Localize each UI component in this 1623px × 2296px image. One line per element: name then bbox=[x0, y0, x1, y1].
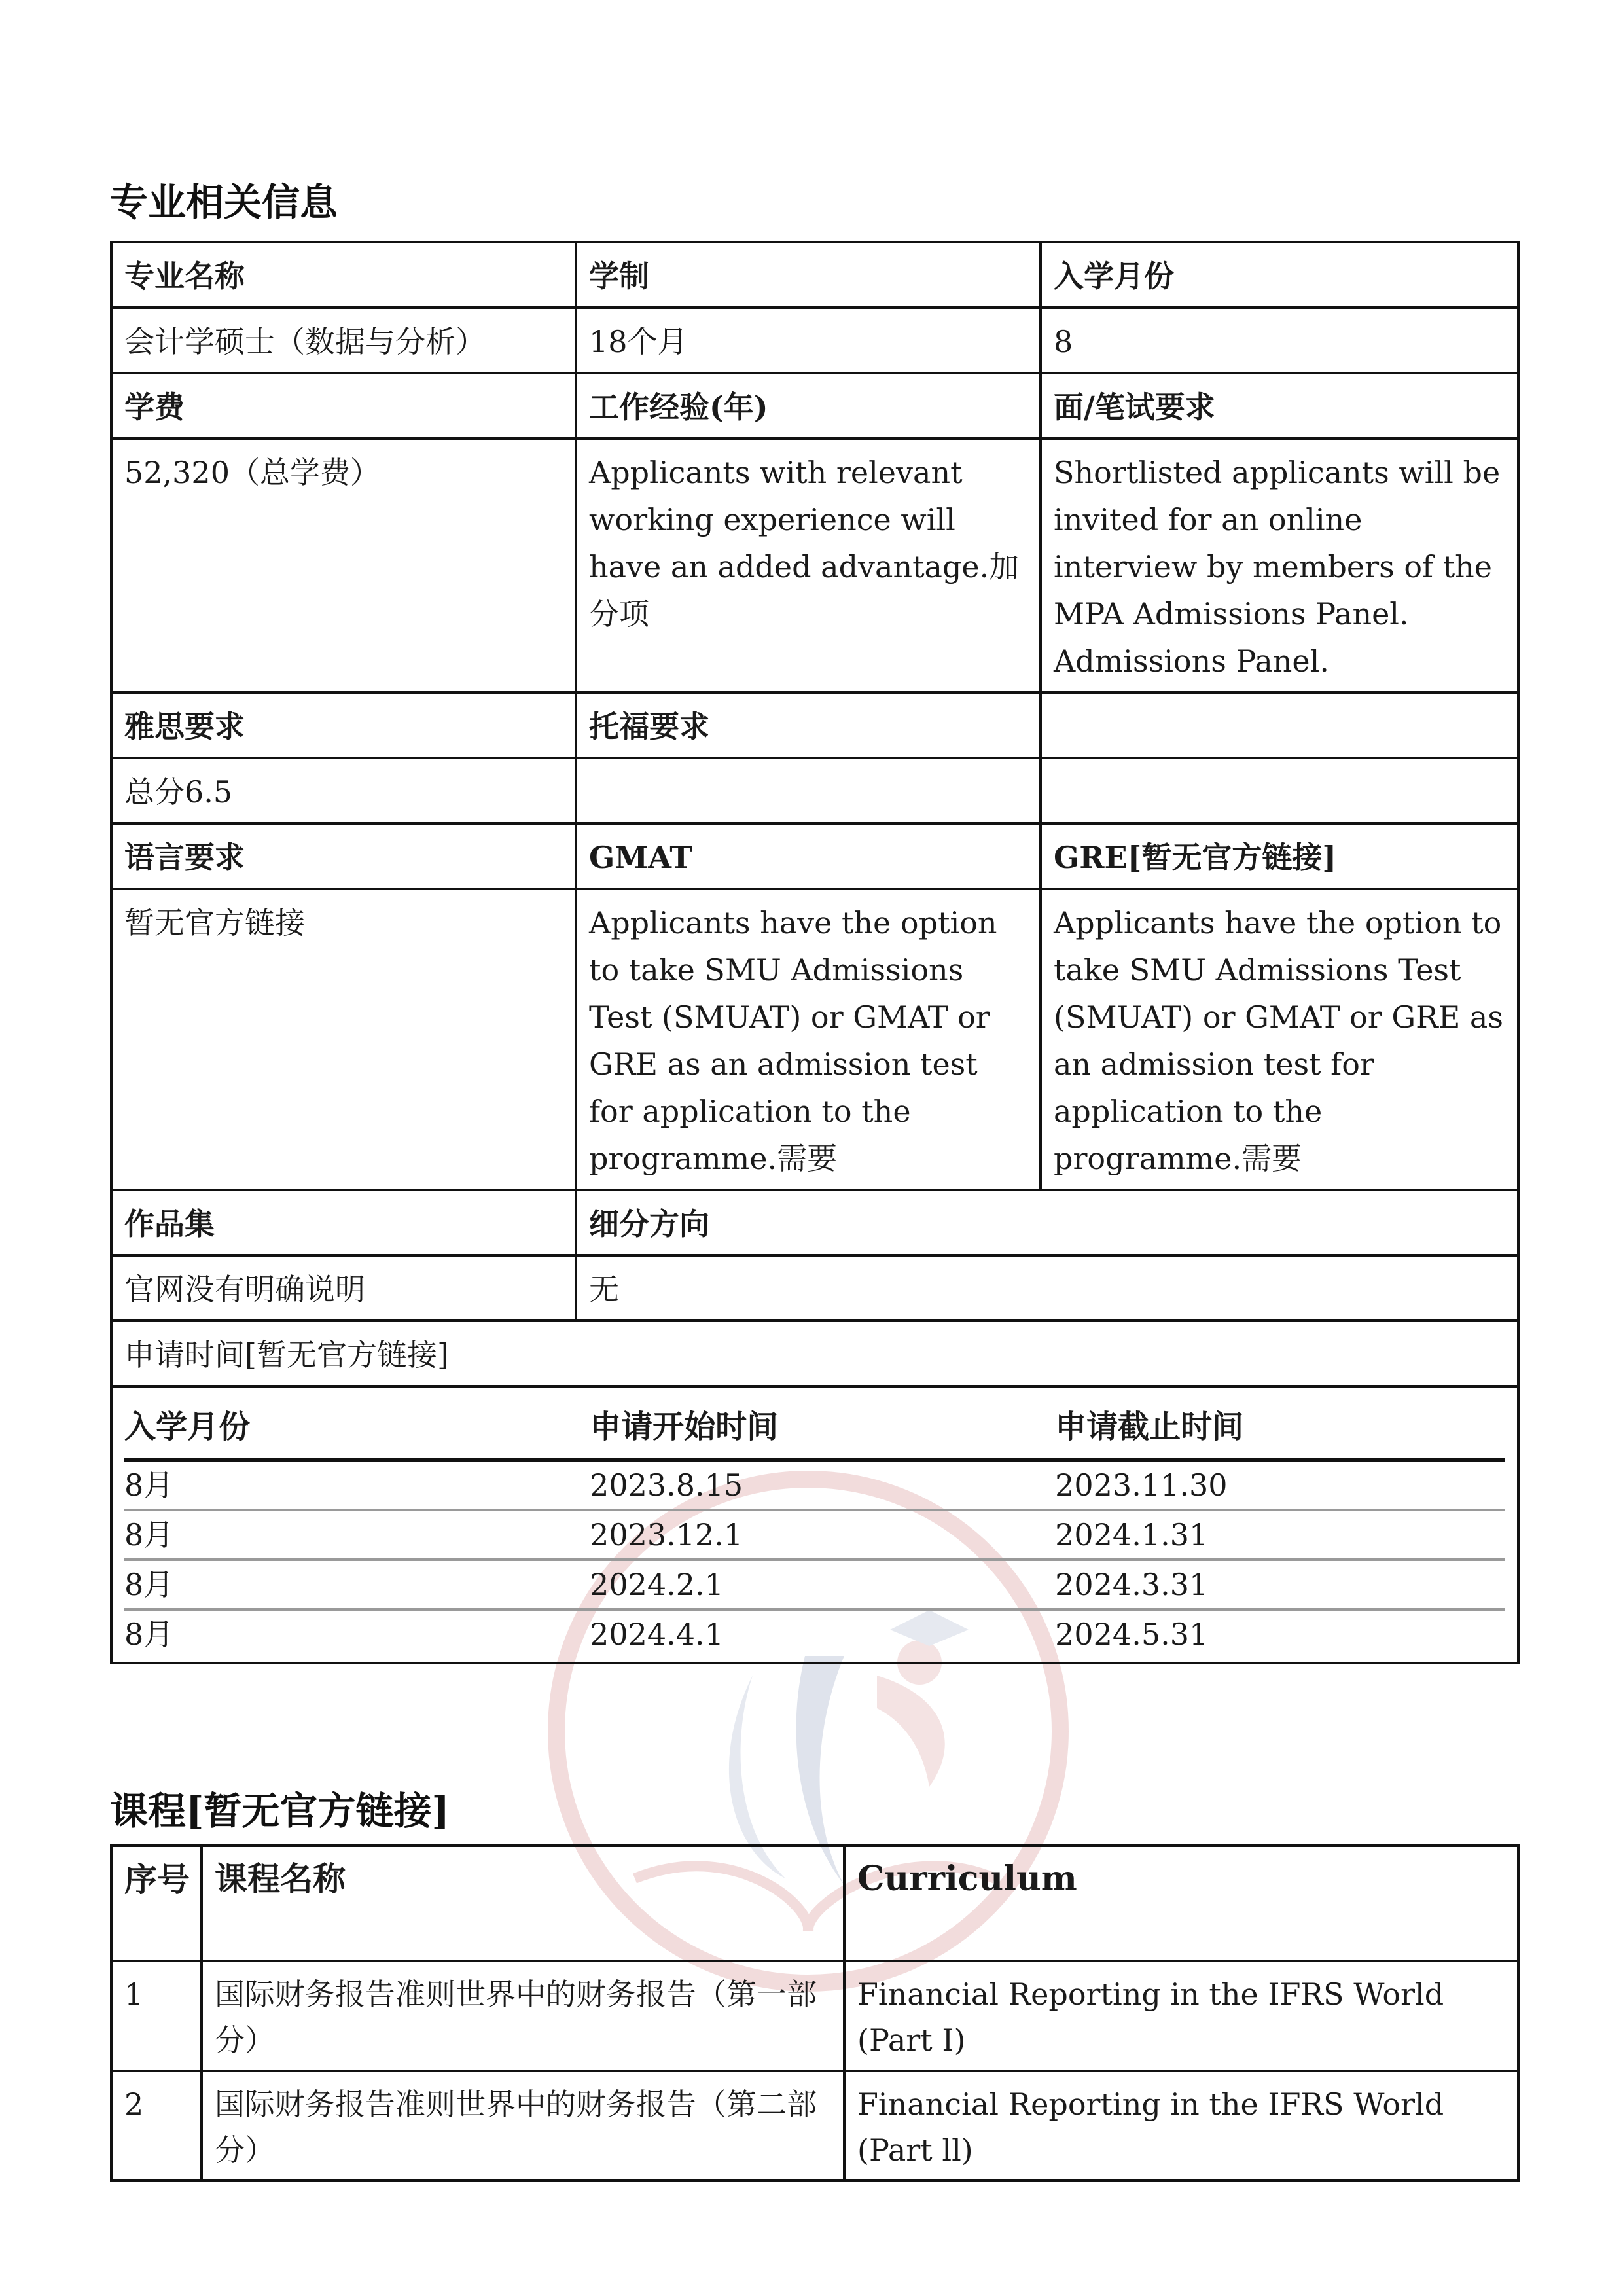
empty-cell bbox=[1041, 758, 1518, 823]
value-ielts: 总分6.5 bbox=[111, 758, 576, 823]
label-gmat: GMAT bbox=[576, 823, 1041, 889]
schedule-start: 2023.8.15 bbox=[590, 1460, 1055, 1511]
schedule-start: 2023.12.1 bbox=[590, 1510, 1055, 1560]
schedule-row bbox=[124, 1460, 1505, 1511]
schedule-deadline: 2024.5.31 bbox=[1055, 1617, 1209, 1652]
schedule-header-row bbox=[124, 1395, 1505, 1460]
value-track: 无 bbox=[576, 1255, 1518, 1321]
schedule-intake: 8月 bbox=[124, 1460, 590, 1511]
course-header-curriculum: Curriculum bbox=[844, 1846, 1518, 1961]
schedule-deadline: 2023.11.30 bbox=[1055, 1460, 1505, 1511]
label-work-experience: 工作经验(年) bbox=[576, 373, 1041, 439]
course-header-name: 课程名称 bbox=[202, 1846, 844, 1961]
schedule-header-deadline: 申请截止时间 bbox=[1055, 1395, 1505, 1460]
schedule-header-start: 申请开始时间 bbox=[590, 1395, 1055, 1460]
label-ielts: 雅思要求 bbox=[111, 692, 576, 758]
course-row bbox=[111, 1961, 1518, 2071]
course-row bbox=[111, 2071, 1518, 2181]
section-title-program-info: 专业相关信息 bbox=[110, 180, 338, 224]
value-intake: 8 bbox=[1041, 308, 1518, 373]
label-duration: 学制 bbox=[576, 242, 1041, 308]
schedule-row bbox=[124, 1510, 1505, 1560]
label-gre: GRE[暂无官方链接] bbox=[1041, 823, 1518, 889]
value-interview: Shortlisted applicants will be invited for an online interview by members of the MPA Admissions Panel. Admissions Panel. bbox=[1041, 439, 1518, 692]
label-track: 细分方向 bbox=[576, 1190, 1518, 1255]
schedule-intake: 8月 bbox=[124, 1560, 590, 1609]
schedule-deadline: 2024.1.31 bbox=[1055, 1510, 1505, 1560]
schedule-start: 2024.2.1 bbox=[590, 1560, 1055, 1609]
label-tuition: 学费 bbox=[111, 373, 576, 439]
label-toefl: 托福要求 bbox=[576, 692, 1041, 758]
course-header-index: 序号 bbox=[111, 1846, 202, 1961]
schedule-header-intake: 入学月份 bbox=[124, 1395, 590, 1460]
label-language: 语言要求 bbox=[111, 823, 576, 889]
schedule-start: 2024.4.1 bbox=[590, 1617, 724, 1652]
schedule-intake: 8月 bbox=[124, 1617, 174, 1652]
schedule-intake: 8月 bbox=[124, 1510, 590, 1560]
course-table bbox=[110, 1844, 1520, 2182]
program-info-table bbox=[110, 241, 1520, 1664]
value-language: 暂无官方链接 bbox=[111, 889, 576, 1190]
label-portfolio: 作品集 bbox=[111, 1190, 576, 1255]
label-program-name: 专业名称 bbox=[111, 242, 576, 308]
value-toefl bbox=[576, 758, 1041, 823]
course-index: 1 bbox=[111, 1961, 202, 2071]
value-gre: Applicants have the option to take SMU Admissions Test (SMUAT) or GMAT or GRE as an admission test for application to the programme.需要 bbox=[1041, 889, 1518, 1190]
course-name-en: Financial Reporting in the IFRS World (Part ll) bbox=[844, 2071, 1518, 2181]
application-schedule-table bbox=[124, 1395, 1505, 1658]
course-name-cn: 国际财务报告准则世界中的财务报告（第二部分） bbox=[202, 2071, 844, 2181]
label-interview: 面/笔试要求 bbox=[1041, 373, 1518, 439]
value-work-experience: Applicants with relevant working experience will have an added advantage.加分项 bbox=[576, 439, 1041, 692]
label-application-time: 申请时间[暂无官方链接] bbox=[111, 1321, 1518, 1386]
value-program-name: 会计学硕士（数据与分析） bbox=[111, 308, 576, 373]
value-tuition: 52,320（总学费） bbox=[111, 439, 576, 692]
label-intake: 入学月份 bbox=[1041, 242, 1518, 308]
empty-cell bbox=[1041, 692, 1518, 758]
section-title-courses: 课程[暂无官方链接] bbox=[110, 1789, 450, 1833]
course-name-en: Financial Reporting in the IFRS World (Part I) bbox=[844, 1961, 1518, 2071]
application-schedule-cell bbox=[111, 1386, 1518, 1663]
value-portfolio: 官网没有明确说明 bbox=[111, 1255, 576, 1321]
course-name-cn: 国际财务报告准则世界中的财务报告（第一部分） bbox=[202, 1961, 844, 2071]
schedule-row bbox=[124, 1560, 1505, 1609]
schedule-deadline: 2024.3.31 bbox=[1055, 1560, 1505, 1609]
value-gmat: Applicants have the option to take SMU Admissions Test (SMUAT) or GMAT or GRE as an admission test for application to the programme.需要 bbox=[576, 889, 1041, 1190]
schedule-row bbox=[124, 1609, 1505, 1658]
value-duration: 18个月 bbox=[576, 308, 1041, 373]
course-index: 2 bbox=[111, 2071, 202, 2181]
